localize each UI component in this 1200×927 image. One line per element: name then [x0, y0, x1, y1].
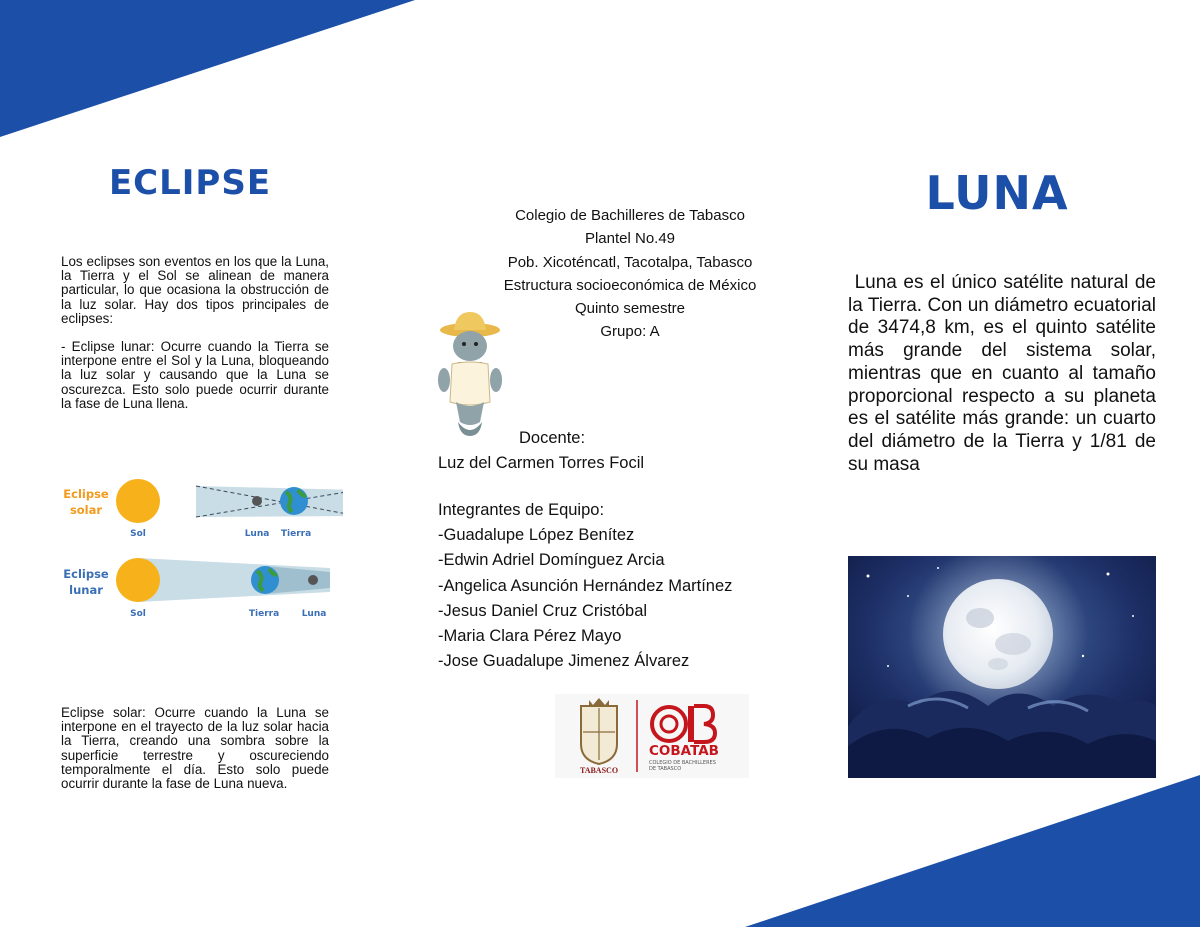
star	[937, 567, 939, 569]
manatee-head	[453, 331, 487, 361]
moon-crater	[966, 608, 994, 628]
eclipse-intro: Los eclipses son eventos en los que la Luna, la Tierra y el Sol se alinean de manera particular, lo que ocasiona la obstrucción de la luz solar. Hay dos tipos principales de eclipses:	[61, 254, 329, 326]
star	[907, 595, 909, 597]
sun-lunar	[116, 558, 160, 602]
team-member: -Guadalupe López Benítez	[438, 526, 635, 545]
team-member: -Jesus Daniel Cruz Cristóbal	[438, 601, 648, 620]
label-eclipse-lunar-1: Eclipse	[63, 567, 109, 581]
star	[887, 665, 889, 667]
school-info	[470, 204, 790, 344]
sun-solar	[116, 479, 160, 523]
manatee-flipper-left	[438, 368, 450, 392]
team-member: -Jose Guadalupe Jimenez Álvarez	[438, 652, 690, 671]
subject-name: Estructura socioeconómica de México	[503, 276, 757, 294]
shirt	[450, 362, 490, 405]
school-location: Pob. Xicoténcatl, Tacotalpa, Tabasco	[507, 253, 753, 271]
mascot-manatee-image	[434, 310, 506, 438]
star	[1107, 573, 1110, 576]
manatee-flipper-right	[490, 368, 502, 392]
school-name: Colegio de Bachilleres de Tabasco	[515, 207, 745, 224]
cobatab-logo	[555, 694, 749, 778]
label-sol-solar: Sol	[130, 529, 146, 539]
label-eclipse-solar-2: solar	[69, 503, 103, 517]
moon	[943, 579, 1053, 689]
label-luna-lunar: Luna	[301, 609, 327, 619]
full-moon-photo	[848, 556, 1156, 778]
logo-name: COBATAB	[649, 743, 719, 759]
logo-sub-1: COLEGIO DE BACHILLERES	[649, 760, 716, 766]
team-member: -Maria Clara Pérez Mayo	[438, 627, 622, 646]
label-eclipse-lunar-2: lunar	[69, 583, 103, 597]
eclipse-solar-text: Eclipse solar: Ocurre cuando la Luna se interpone en el trayecto de la luz solar hacia la Tierra, creando una sombra sobre la superficie terrestre y oscureciendo temporalmente el día. Esto solo puede ocurrir durante la fase de Luna nueva.	[61, 705, 329, 792]
star	[1132, 615, 1134, 617]
eclipse-title: ECLIPSE	[108, 163, 272, 203]
semester: Quinto semestre	[574, 300, 686, 318]
star	[867, 575, 870, 578]
luna-text: Luna es el único satélite natural de la Tierra. Con un diámetro ecuatorial de 3474,8 km, es el quinto satélite más grande del sistema solar, mientras que en cuanto al tamaño proporcional respecto a su planeta es el satélite más grande: un cuarto del diámetro de la Tierra y 1/81 de su masa	[848, 272, 1162, 475]
team-label: Integrantes de Equipo:	[438, 501, 605, 519]
label-eclipse-solar-1: Eclipse	[63, 487, 109, 501]
cobatab-mark-stem	[688, 706, 694, 742]
earth-lunar	[251, 566, 279, 594]
eclipse-lunar-text: - Eclipse lunar: Ocurre cuando la Tierra se interpone entre el Sol y la Luna, bloqueando la luz solar y causando que la Luna se oscurezca. Esto solo puede ocurrir durante la fase de Luna llena.	[61, 339, 329, 411]
manatee-eye-right	[474, 342, 478, 346]
logo-state-label: TABASCO	[579, 766, 619, 775]
bottom-right-triangle	[745, 775, 1200, 927]
team-section	[438, 498, 798, 674]
group: Grupo: A	[600, 323, 660, 341]
star	[1082, 655, 1084, 657]
logo-sub-2: DE TABASCO	[649, 766, 682, 772]
manatee-eye-left	[462, 342, 466, 346]
earth-solar	[280, 487, 308, 515]
team-member: -Angelica Asunción Hernández Martínez	[438, 576, 733, 595]
hat-crown	[454, 312, 486, 330]
moon-solar	[252, 496, 262, 506]
solar-light-region	[196, 486, 343, 517]
team-member: -Edwin Adriel Domínguez Arcia	[438, 551, 665, 570]
moon-crater	[988, 658, 1008, 670]
school-plantel: Plantel No.49	[584, 230, 676, 248]
eclipse-text	[61, 255, 329, 425]
docente-name: Luz del Carmen Torres Focil	[438, 454, 645, 472]
moon-lunar	[308, 575, 318, 585]
top-left-triangle	[0, 0, 415, 137]
label-luna-solar: Luna	[244, 529, 270, 539]
moon-crater	[995, 633, 1031, 655]
docente-label: Docente:	[519, 429, 586, 447]
eclipse-diagram	[58, 470, 343, 630]
label-sol-lunar: Sol	[130, 609, 146, 619]
luna-title: LUNA	[925, 166, 1069, 220]
label-tierra-solar: Tierra	[280, 529, 312, 539]
label-tierra-lunar: Tierra	[248, 609, 280, 619]
